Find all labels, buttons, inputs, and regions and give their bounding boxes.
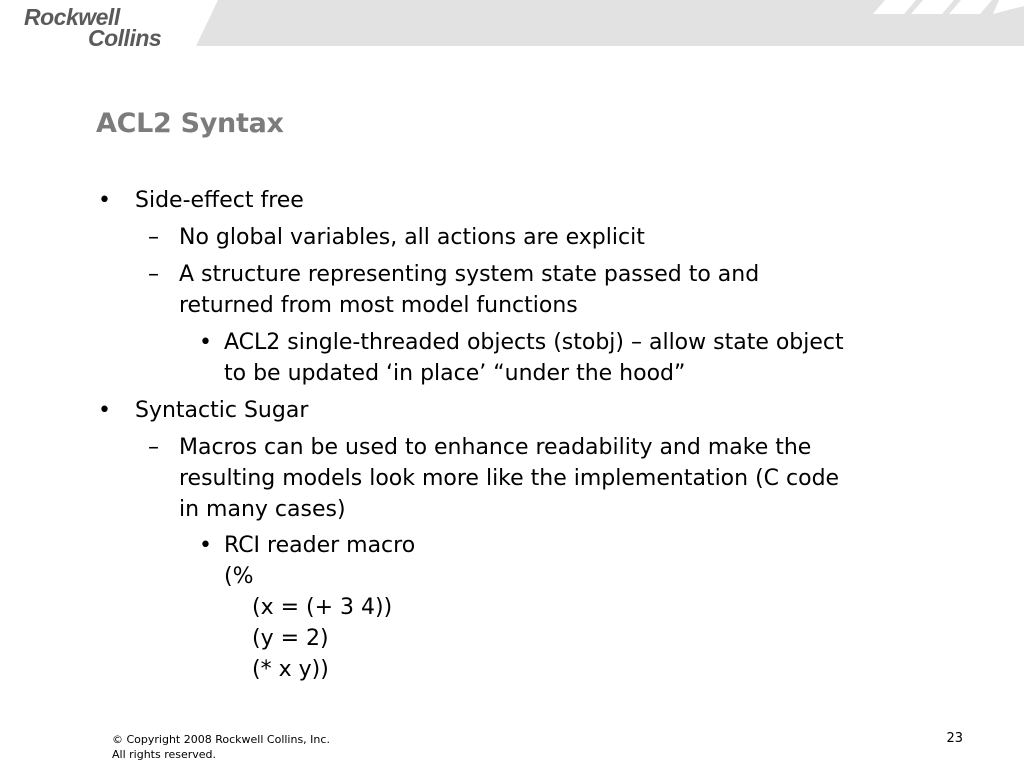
logo-line-1: Rockwell	[24, 4, 120, 30]
bullet-dot-icon: •	[98, 188, 111, 213]
footer-copyright	[112, 732, 330, 762]
sub-sub-bullet-stobj-line-1: ACL2 single-threaded objects (stobj) – allow state object	[224, 330, 844, 355]
sub-bullet-structure-line-1: A structure representing system state passed to and	[179, 262, 760, 287]
sub-sub-bullet-stobj-line-2: to be updated ‘in place’ “under the hood”	[224, 361, 686, 386]
rights-text: All rights reserved.	[112, 748, 217, 761]
dash-icon: –	[148, 225, 159, 250]
sub-bullet-structure-line-2: returned from most model functions	[179, 293, 578, 318]
bullet-syntactic-sugar: Syntactic Sugar	[135, 398, 309, 423]
code-line-x: (x = (+ 3 4))	[252, 595, 393, 620]
code-line-y: (y = 2)	[252, 626, 329, 651]
page-number: 23	[946, 731, 963, 746]
sub-bullet-macros-line-2: resulting models look more like the implementation (C code	[179, 466, 840, 491]
dash-icon: –	[148, 435, 159, 460]
copyright-text: © Copyright 2008 Rockwell Collins, Inc.	[112, 733, 330, 746]
code-line-open: (%	[224, 564, 254, 589]
sub-bullet-macros-line-1: Macros can be used to enhance readability and make the	[179, 435, 812, 460]
bullet-dot-icon: •	[199, 533, 212, 558]
bullet-side-effect-free: Side-effect free	[135, 188, 304, 213]
code-line-mult: (* x y))	[252, 657, 329, 682]
slide-title: ACL2 Syntax	[96, 108, 284, 139]
dash-icon: –	[148, 262, 159, 287]
logo-line-2: Collins	[88, 25, 162, 51]
bullet-dot-icon: •	[199, 330, 212, 355]
sub-bullet-macros-line-3: in many cases)	[179, 497, 346, 522]
sub-bullet-no-globals: No global variables, all actions are explicit	[179, 225, 645, 250]
sub-sub-bullet-rci-reader-macro: RCI reader macro	[224, 533, 416, 558]
bullet-dot-icon: •	[98, 398, 111, 423]
